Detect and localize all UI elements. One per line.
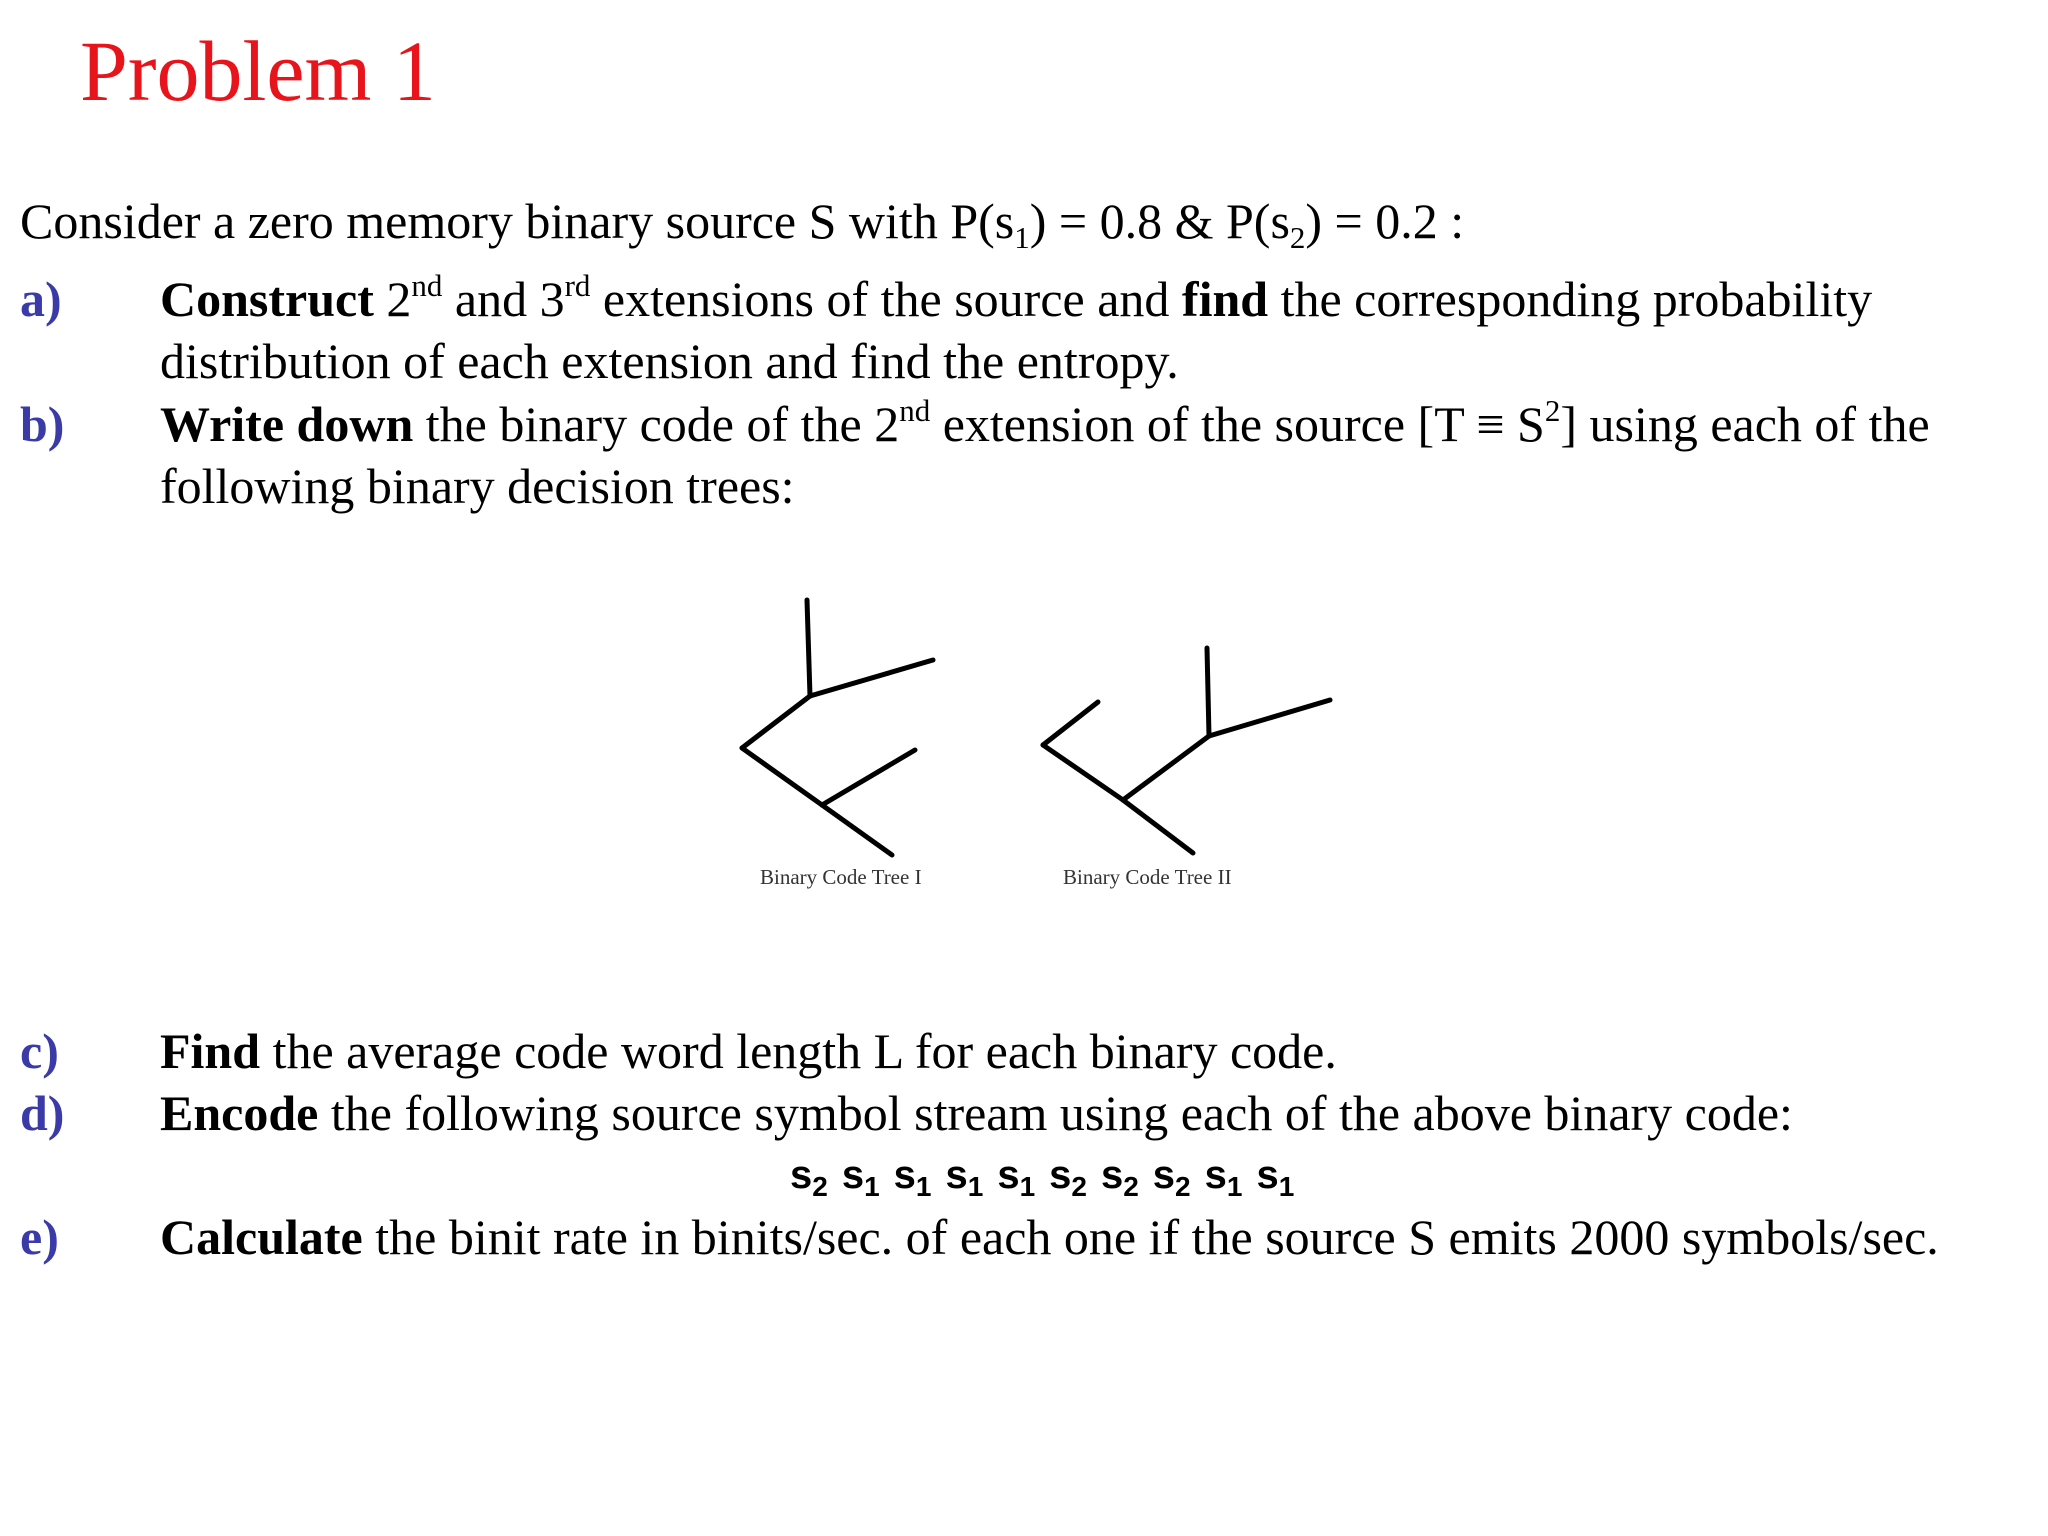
tree-2-internal-branch-2	[1043, 745, 1123, 800]
question-c-label: c)	[20, 1023, 59, 1079]
tree-1-internal-branch-2	[742, 748, 822, 805]
question-a-text-2: and 3	[442, 271, 565, 327]
stream-symbol: $s_1$	[893, 1153, 932, 1202]
tree-1-leaf-branch-2	[822, 750, 915, 805]
stream-symbol: $s_2$	[1049, 1153, 1087, 1202]
stream-symbol: $s_1$	[997, 1153, 1036, 1202]
tree-1-root-branch	[807, 600, 810, 696]
tree-1	[742, 600, 933, 855]
binary-code-trees-drawing	[720, 580, 1360, 900]
tree-2-upper-branch	[1207, 648, 1209, 736]
question-a-label: a)	[20, 271, 62, 327]
tree-1-internal-branch	[742, 696, 810, 748]
question-b-text-2: extension of the source [T ≡ S	[930, 396, 1545, 452]
tree-1-caption: Binary Code Tree I	[760, 865, 922, 889]
tree-2-leaf-branch-3	[1123, 800, 1193, 853]
question-b-text-3: ] using each of the	[1560, 396, 1930, 452]
question-e-text-1: the binit rate in binits/sec. of each one if the source S emits 2000 symbols/sec.	[362, 1209, 1939, 1265]
intro-text-3: ) = 0.2 :	[1305, 193, 1465, 249]
stream-symbol: $s_2$	[1100, 1153, 1139, 1202]
stream-symbol: $s_1$	[945, 1153, 984, 1202]
question-b-label: b)	[20, 396, 65, 452]
question-e-label: e)	[20, 1209, 59, 1265]
question-b-line-2: following binary decision trees:	[160, 458, 795, 514]
question-d-label: d)	[20, 1085, 65, 1141]
question-a-sup-2: rd	[564, 268, 591, 303]
problem-intro	[20, 190, 1465, 255]
tree-2-leaf-branch-2	[1043, 702, 1098, 745]
question-b-sup-2: 2	[1544, 393, 1561, 428]
question-a-text	[160, 268, 2040, 392]
question-a-text-4: the corresponding probability	[1268, 271, 1873, 327]
source-symbol-stream	[790, 1150, 1308, 1200]
question-c-text	[160, 1020, 2040, 1082]
tree-2-caption: Binary Code Tree II	[1063, 865, 1232, 889]
tree-2-internal-branch	[1123, 736, 1209, 800]
question-b-text	[160, 393, 2040, 517]
question-a-text-3: extensions of the source and	[590, 271, 1182, 327]
question-e-text	[160, 1206, 2040, 1268]
question-a-text-1: 2	[373, 271, 412, 327]
intro-text-2: ) = 0.8 & P(s	[1029, 193, 1290, 249]
question-b-line-1	[160, 393, 2040, 455]
question-b-keyword-1: Write down	[160, 396, 414, 452]
tree-1-leaf-branch-1	[810, 660, 933, 696]
stream-symbol: $s_2$	[1152, 1153, 1191, 1202]
question-a-keyword-2: find	[1181, 271, 1269, 327]
question-a-line-2: distribution of each extension and find the entropy.	[160, 333, 1179, 389]
page-title: Problem 1	[80, 23, 436, 119]
question-b-sup-1: nd	[899, 393, 931, 428]
tree-1-leaf-branch-3	[822, 805, 892, 855]
stream-symbol: $s_1$	[1204, 1153, 1243, 1202]
question-d-keyword-1: Encode	[160, 1085, 319, 1141]
question-c-line-1	[160, 1020, 2040, 1082]
binary-code-trees-figure	[720, 580, 1360, 900]
question-b-text-1: the binary code of the 2	[413, 396, 900, 452]
intro-text: Consider a zero memory binary source S with P(s	[20, 193, 1015, 249]
stream-symbol: $s_1$	[841, 1153, 880, 1202]
tree-2-leaf-branch-1	[1209, 700, 1330, 736]
intro-sub-1: 1	[1014, 220, 1030, 255]
question-c-text-1: the average code word length L for each binary code.	[260, 1023, 1337, 1079]
question-c-keyword-1: Find	[160, 1023, 261, 1079]
question-a-sup-1: nd	[411, 268, 443, 303]
question-e-line-1	[160, 1206, 2040, 1268]
question-d-line-1	[160, 1082, 2040, 1144]
tree-2	[1043, 648, 1330, 853]
question-e-keyword-1: Calculate	[160, 1209, 363, 1265]
stream-symbol: $s_2$	[790, 1153, 828, 1202]
question-a-keyword-1: Construct	[160, 271, 374, 327]
intro-sub-2: 2	[1289, 220, 1306, 255]
question-d-text-1: the following source symbol stream using each of the above binary code:	[318, 1085, 1793, 1141]
stream-symbol: $s_1$	[1256, 1153, 1295, 1202]
question-a-line-1	[160, 268, 2040, 330]
question-d-text	[160, 1082, 2040, 1144]
